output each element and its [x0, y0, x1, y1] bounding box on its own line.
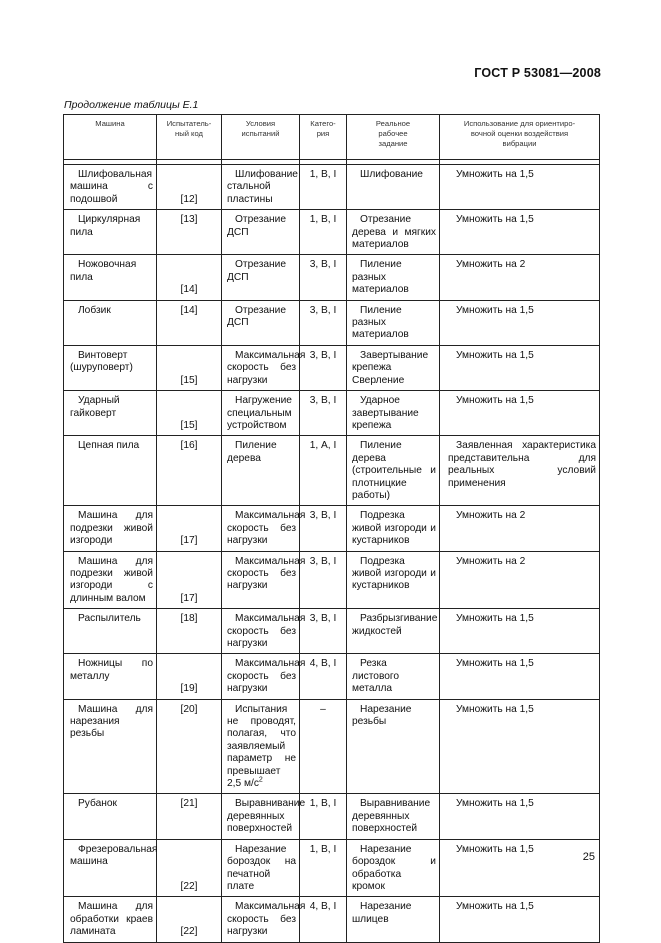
table-row: [64, 391, 600, 436]
usage-cell: [440, 609, 600, 654]
test-code-text: [14]: [180, 304, 198, 316]
table-row: [64, 255, 600, 300]
table-row: [64, 345, 600, 390]
usage-text: Умножить на 2: [456, 555, 526, 567]
usage-text: Заявленная характеристика представительна для реальных условий применения: [448, 440, 596, 489]
machine-cell: [64, 794, 157, 839]
table-row: [64, 551, 600, 609]
test-code-text: [14]: [180, 284, 198, 296]
category-cell: [300, 210, 347, 255]
machine-text: Циркулярная пила: [70, 214, 141, 238]
conditions-cell: [222, 794, 306, 839]
conditions-text: Нарезание бороздок на печатной плате: [227, 843, 296, 892]
real-task-cell: [347, 210, 440, 255]
machine-cell: [64, 210, 157, 255]
usage-cell: [440, 897, 600, 942]
machine-text: Цепная пила: [78, 440, 140, 452]
usage-text: Умножить на 1,5: [456, 703, 534, 715]
usage-text: Умножить на 2: [456, 259, 526, 271]
usage-cell: [440, 839, 600, 897]
test-code-cell: [157, 551, 222, 609]
table-header-row: [64, 115, 600, 160]
usage-cell: [440, 210, 600, 255]
real-task-cell: [347, 255, 440, 300]
table-row: [64, 165, 600, 210]
machine-cell: [64, 165, 157, 210]
table-row: [64, 300, 600, 345]
real-task-cell: [347, 506, 440, 551]
category-text: 1, В, I: [309, 843, 337, 855]
conditions-cell: [222, 255, 300, 300]
category-text: 3, В, I: [309, 510, 337, 522]
table-row: [64, 897, 600, 942]
conditions-cell: [222, 165, 300, 210]
real-task-cell: [347, 165, 440, 210]
usage-cell: [440, 255, 600, 300]
machine-cell: [64, 699, 157, 794]
conditions-cell: [222, 210, 300, 255]
usage-cell: [440, 551, 600, 609]
category-text: 1, А, I: [309, 440, 337, 452]
category-cell: [300, 165, 347, 210]
conditions-cell: [222, 897, 306, 942]
header-real-task: Реальное рабочее задание: [347, 115, 440, 160]
real-task-text: Резка листового металла: [352, 658, 400, 695]
real-task-text: Пиление дерева (строительные и плотницкие работы): [352, 440, 436, 501]
machine-cell: [64, 551, 157, 609]
conditions-cell: [222, 654, 306, 699]
usage-cell: [440, 391, 600, 436]
conditions-text: Максимальная скорость без нагрузки: [227, 658, 306, 695]
category-text: 3, В, I: [309, 555, 337, 567]
header-machine: Машина: [64, 115, 157, 160]
conditions-cell: [222, 391, 300, 436]
category-cell: [300, 506, 347, 551]
conditions-cell: [222, 609, 306, 654]
conditions-cell: [222, 506, 306, 551]
conditions-text: Максимальная скорость без нагрузки: [227, 510, 306, 547]
conditions-text: Максимальная скорость без нагрузки: [227, 901, 306, 938]
test-code-cell: [157, 609, 222, 654]
real-task-text: Выравнивание деревянных поверхностей: [352, 798, 431, 835]
real-task-text: Пиление разных материалов: [352, 304, 409, 341]
usage-cell: [440, 794, 600, 839]
usage-text: Умножить на 1,5: [456, 843, 534, 855]
machine-text: Рубанок: [78, 798, 118, 810]
real-task-text: Разбрызгивание жидкостей: [352, 613, 438, 637]
machine-text: Ножовочная пила: [70, 259, 137, 283]
test-code-text: [13]: [180, 214, 198, 226]
header-conditions: Условия испытаний: [222, 115, 300, 160]
machine-text: Шлифовальная машина с подошвой: [70, 169, 153, 205]
category-text: 1, В, I: [309, 798, 337, 810]
usage-text: Умножить на 1,5: [456, 798, 534, 810]
usage-text: Умножить на 1,5: [456, 214, 534, 226]
category-text: 3, В, I: [309, 395, 337, 407]
conditions-cell: [222, 839, 300, 897]
real-task-cell: [347, 345, 440, 390]
machine-cell: [64, 436, 157, 506]
test-code-text: [15]: [180, 419, 198, 431]
conditions-cell: [222, 551, 306, 609]
test-code-text: [12]: [180, 193, 198, 205]
conditions-text: Отрезание ДСП: [227, 214, 287, 238]
conditions-cell: [222, 699, 300, 794]
table-row: [64, 436, 600, 506]
test-code-cell: [157, 300, 222, 345]
machine-cell: [64, 391, 157, 436]
test-code-text: [15]: [180, 374, 198, 386]
vibration-table: [63, 114, 600, 943]
real-task-cell: [347, 699, 440, 794]
real-task-cell: [347, 436, 440, 506]
conditions-cell: [222, 436, 300, 506]
standard-designation: ГОСТ Р 53081—2008: [474, 66, 601, 80]
real-task-cell: [347, 391, 440, 436]
usage-text: Умножить на 1,5: [456, 613, 534, 625]
machine-text: Машина для подрезки живой изгороди: [70, 510, 153, 547]
test-code-text: [16]: [180, 440, 198, 452]
table-row: [64, 609, 600, 654]
test-code-text: [21]: [180, 798, 198, 810]
usage-cell: [440, 345, 600, 390]
conditions-text: Выравнивание деревянных поверхностей: [227, 798, 306, 835]
usage-cell: [440, 506, 600, 551]
usage-text: Умножить на 1,5: [456, 169, 534, 180]
usage-cell: [440, 300, 600, 345]
category-cell: [300, 699, 347, 794]
real-task-text: Завертывание крепежа Сверление: [352, 349, 429, 386]
test-code-text: [17]: [180, 592, 198, 604]
test-code-text: [19]: [180, 683, 198, 695]
machine-text: Фрезеровальная машина: [70, 843, 158, 868]
table-row: [64, 699, 600, 794]
category-text: 4, В, I: [309, 901, 337, 913]
category-text: 3, В, I: [309, 349, 337, 361]
usage-text: Умножить на 1,5: [456, 349, 534, 361]
category-cell: [300, 255, 347, 300]
table-row: [64, 210, 600, 255]
conditions-cell: [222, 345, 306, 390]
category-text: 1, В, I: [309, 214, 337, 226]
usage-text: Умножить на 1,5: [456, 395, 534, 407]
real-task-text: Нарезание шлицев: [352, 901, 412, 925]
conditions-text: Максимальная скорость без нагрузки: [227, 613, 306, 649]
table-row: [64, 654, 600, 699]
real-task-text: Пиление разных материалов: [352, 259, 409, 296]
table-body: [64, 160, 600, 943]
real-task-cell: [347, 897, 440, 942]
real-task-cell: [347, 654, 440, 699]
table-continuation-caption: Продолжение таблицы Е.1: [64, 99, 199, 111]
machine-cell: [64, 897, 157, 942]
category-text: 3, В, I: [309, 259, 337, 271]
category-cell: [300, 654, 347, 699]
usage-text: Умножить на 1,5: [456, 658, 534, 670]
test-code-text: [22]: [180, 880, 198, 892]
real-task-text: Нарезание бороздок и обработка кромок: [352, 843, 436, 892]
usage-text: Умножить на 2: [456, 510, 526, 522]
test-code-cell: [157, 839, 222, 897]
category-text: 1, В, I: [309, 169, 337, 180]
category-cell: [300, 897, 347, 942]
test-code-text: [18]: [180, 613, 198, 625]
real-task-cell: [347, 794, 440, 839]
real-task-text: Шлифование: [360, 169, 423, 180]
test-code-cell: [157, 345, 222, 390]
test-code-cell: [157, 165, 222, 210]
category-cell: [300, 839, 347, 897]
usage-text: Умножить на 1,5: [456, 901, 534, 913]
conditions-text: Максимальная скорость без нагрузки: [227, 349, 306, 386]
test-code-text: [17]: [180, 535, 198, 547]
real-task-cell: [347, 609, 440, 654]
header-category: Катего- рия: [300, 115, 347, 160]
usage-cell: [440, 436, 600, 506]
category-cell: [300, 436, 347, 506]
real-task-cell: [347, 839, 440, 897]
category-cell: [300, 551, 347, 609]
machine-cell: [64, 654, 157, 699]
test-code-cell: [157, 210, 222, 255]
test-code-text: [22]: [180, 926, 198, 938]
usage-cell: [440, 699, 600, 794]
machine-text: Винтоверт (шуруповерт): [70, 349, 133, 374]
usage-text: Умножить на 1,5: [456, 304, 534, 316]
machine-text: Распылитель: [78, 613, 141, 625]
machine-text: Машина для нарезания резьбы: [70, 703, 153, 740]
test-code-cell: [157, 506, 222, 551]
usage-cell: [440, 165, 600, 210]
test-code-text: [20]: [180, 703, 198, 715]
conditions-text: Шлифование стальной пластины: [227, 169, 298, 205]
machine-cell: [64, 255, 157, 300]
superscript-exponent: 2: [258, 776, 263, 784]
category-cell: [300, 345, 347, 390]
test-code-cell: [157, 699, 222, 794]
test-code-cell: [157, 794, 222, 839]
real-task-cell: [347, 551, 440, 609]
table-row: [64, 794, 600, 839]
machine-cell: [64, 300, 157, 345]
header-usage: Использование для ориентиро- вочной оценки воздействия вибрации: [440, 115, 600, 160]
conditions-cell: [222, 300, 300, 345]
machine-text: Ударный гайковерт: [70, 395, 120, 419]
machine-text: Машина для подрезки живой изгороди с длинным валом: [70, 555, 153, 604]
real-task-text: Нарезание резьбы: [352, 703, 412, 728]
real-task-text: Подрезка живой изгороди и кустарников: [352, 555, 436, 592]
category-text: 3, В, I: [309, 304, 337, 316]
test-code-cell: [157, 391, 222, 436]
machine-cell: [64, 839, 157, 897]
test-code-cell: [157, 255, 222, 300]
conditions-text: Испытания не проводят, полагая, что заявляемый параметр не превышает 2,5 $м/с^2$: [227, 703, 296, 790]
test-code-cell: [157, 897, 222, 942]
machine-text: Ножницы по металлу: [70, 658, 153, 682]
category-cell: [300, 609, 347, 654]
category-text: 4, В, I: [309, 658, 337, 670]
real-task-text: Подрезка живой изгороди и кустарников: [352, 510, 436, 547]
conditions-text: Отрезание ДСП: [227, 304, 287, 329]
conditions-text: Нагружение специальным устройством: [227, 395, 292, 431]
category-cell: [300, 391, 347, 436]
test-code-cell: [157, 654, 222, 699]
machine-text: Машина для обработки краев ламината: [70, 901, 153, 938]
real-task-text: Отрезание дерева и мягких материалов: [352, 214, 436, 251]
conditions-text: Максимальная скорость без нагрузки: [227, 555, 306, 592]
machine-cell: [64, 609, 157, 654]
usage-cell: [440, 654, 600, 699]
real-task-text: Ударное завертывание крепежа: [352, 395, 419, 431]
table-row: [64, 506, 600, 551]
machine-cell: [64, 506, 157, 551]
page-number: 25: [582, 851, 595, 863]
test-code-cell: [157, 436, 222, 506]
header-test-code: Испытатель- ный код: [157, 115, 222, 160]
machine-text: Лобзик: [78, 304, 111, 316]
conditions-text: Пиление дерева: [227, 440, 277, 464]
conditions-text: Отрезание ДСП: [227, 259, 287, 283]
table-row: [64, 839, 600, 897]
category-cell: [300, 300, 347, 345]
category-text: 3, В, I: [309, 613, 337, 625]
real-task-cell: [347, 300, 440, 345]
category-text: –: [320, 703, 326, 715]
machine-cell: [64, 345, 157, 390]
category-cell: [300, 794, 347, 839]
